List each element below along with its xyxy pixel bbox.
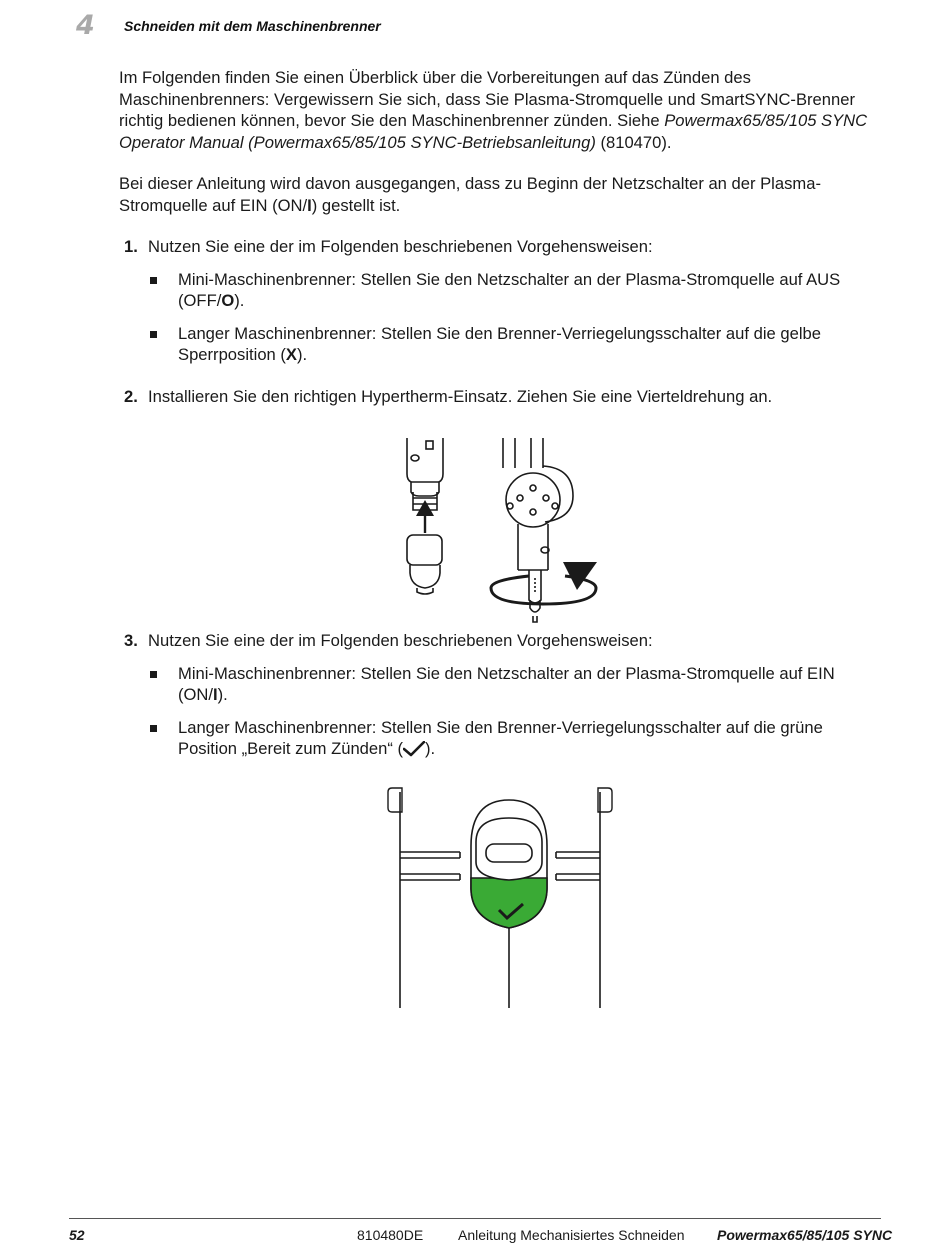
chapter-title: Schneiden mit dem Maschinenbrenner [124,18,381,34]
on-symbol: I [213,685,218,704]
step-number: 2. [124,386,138,406]
off-symbol: O [221,291,235,310]
step-text: Nutzen Sie eine der im Folgenden beschriebenen Vorgehensweisen: [148,237,653,256]
intro-text: Im Folgenden finden Sie einen Überblick über die Vorbereitungen auf das Zünden des Maschinenbrenners: Vergewissern Sie sich, dass Sie Plasma-Stromquelle und SmartSYNC-Brenner richtig bedienen können, bevor Sie den Maschinenbrenner zünden. Siehe [119,68,855,130]
page-content [119,67,879,760]
intro-text-2: Bei dieser Anleitung wird davon ausgegangen, dass zu Beginn der Netzschalter an der Plasma-Stromquelle auf EIN (ON/ [119,174,821,215]
manual-number: (810470). [595,132,672,152]
intro-paragraph-2 [119,173,879,216]
step-3-bullet-2 [119,717,879,760]
operator-manual-reference: Powermax65/85/105 SYNC Operator Manual (Powermax65/85/105 SYNC-Betriebsanleitung) [119,111,868,152]
page-number: 52 [69,1227,85,1243]
step-1-bullet-1 [119,269,879,312]
bullet-text: Langer Maschinenbrenner: Stellen Sie den Brenner-Verriegelungsschalter auf die grüne Position „Bereit zum Zünden“ ( [178,717,823,758]
product-name: Powermax65/85/105 SYNC [717,1227,893,1243]
consumable-install-figure [385,438,605,624]
bullet-end: ). [217,685,228,704]
document-number: 810480DE [357,1227,424,1243]
ready-switch-figure [380,786,620,1008]
bullet-end: ). [425,739,436,758]
step-number: 3. [124,631,138,650]
chapter-number: 4 [76,10,95,41]
bullet-text: Langer Maschinenbrenner: Stellen Sie den Brenner-Verriegelungsschalter auf die gelbe Sperrposition ( [178,323,821,364]
step-1-bullet-2 [119,323,879,366]
step-3-bullet-1 [119,663,879,706]
intro-text-2-end: ) gestellt ist. [311,195,401,215]
intro-paragraph-1 [119,67,879,153]
bullet-text: Mini-Maschinenbrenner: Stellen Sie den Netzschalter an der Plasma-Stromquelle auf EIN (ON/ [178,663,835,704]
on-symbol: I [307,195,312,215]
step-number: 1. [124,237,138,256]
bullet-text: Mini-Maschinenbrenner: Stellen Sie den Netzschalter an der Plasma-Stromquelle auf AUS (OFF/ [178,269,841,310]
step-text: Installieren Sie den richtigen Hypertherm-Einsatz. Ziehen Sie eine Vierteldrehung an. [148,386,773,406]
bullet-end: ). [297,345,308,364]
step-1 [119,236,879,366]
manual-title: Anleitung Mechanisiertes Schneiden [458,1227,685,1243]
step-2 [119,386,879,408]
footer-divider [69,1218,881,1219]
checkmark-icon [403,741,425,757]
lock-symbol: X [285,345,297,364]
bullet-end: ). [234,291,245,310]
step-3 [119,630,879,760]
step-text: Nutzen Sie eine der im Folgenden beschriebenen Vorgehensweisen: [148,631,653,650]
